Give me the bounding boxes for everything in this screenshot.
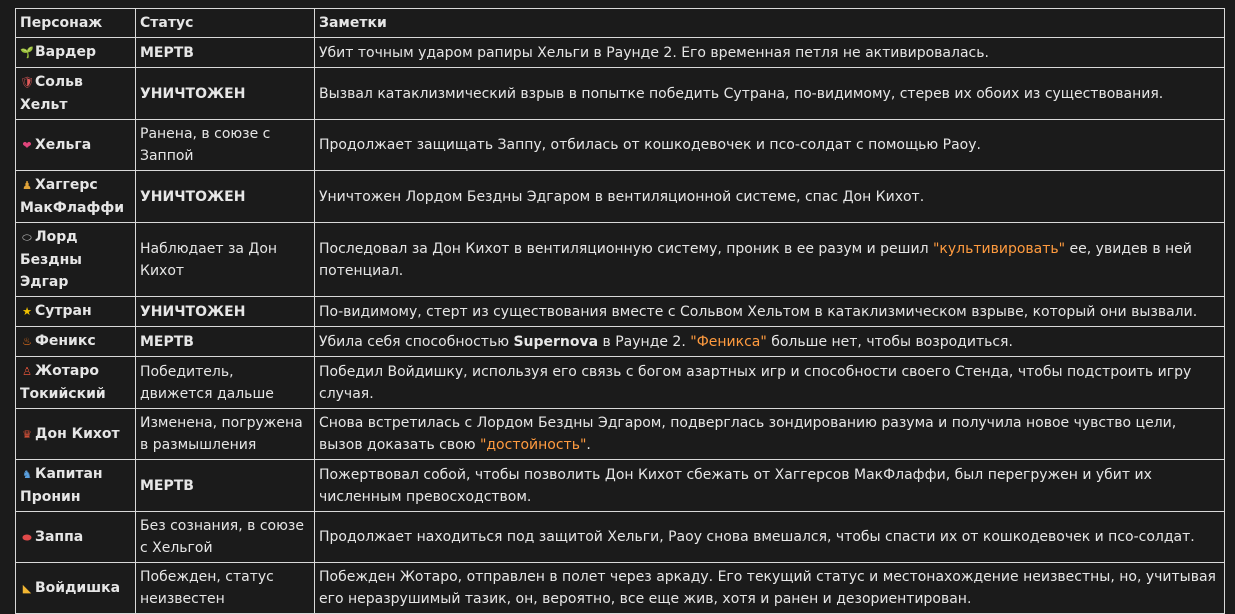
character-emoji-icon: ❤ — [22, 138, 32, 152]
notes-text: Вызвал катаклизмический взрыв в попытке победить Сутрана, по-видимому, стерев их обоих из существования. — [319, 85, 1164, 102]
notes-text: Продолжает находиться под защитой Хельги, Раоу снова вмешался, чтобы спасти их от кошкодевочек и псо-солдат. — [319, 529, 1195, 545]
table-row — [16, 223, 1225, 297]
table-row — [16, 38, 1225, 68]
character-emoji-icon: ♙ — [22, 365, 32, 378]
character-emoji-icon: ♛ — [22, 427, 32, 441]
character-name: Дон Кихот — [35, 425, 120, 442]
status-cell: Ранена, в союзе с Заппой — [136, 120, 315, 171]
character-cell — [16, 68, 136, 120]
table-row — [16, 171, 1225, 223]
notes-text: Снова встретилась с Лордом Бездны Эдгаром, подверглась зондированию разума и получила новое чувство цели, вызов доказать свою — [319, 415, 1177, 453]
status-cell: УНИЧТОЖЕН — [136, 297, 315, 327]
header-status: Статус — [136, 9, 315, 38]
notes-text: Победил Войдишку, используя его связь с богом азартных игр и способности своего Стенда, чтобы подстроить игру случая. — [319, 363, 1192, 402]
character-emoji-icon: ♟ — [22, 179, 32, 192]
status-cell: УНИЧТОЖЕН — [136, 68, 315, 120]
table-row — [16, 327, 1225, 357]
highlighted-term: "Феникса" — [690, 333, 767, 350]
character-emoji-icon: ◣ — [22, 581, 32, 595]
table-row — [16, 409, 1225, 460]
notes-cell — [315, 297, 1225, 327]
table-body — [16, 38, 1225, 614]
character-emoji-icon: 🌱 — [20, 46, 34, 59]
character-emoji-icon: ⬬ — [22, 530, 32, 544]
highlighted-term: "культивировать" — [932, 240, 1066, 257]
notes-text: Побежден Жотаро, отправлен в полет через аркаду. Его текущий статус и местонахождение неизвестны, но, учитывая его неразрушимый тазик, он, вероятно, все еще жив, хотя и ранен и дезориентирован. — [319, 569, 1216, 607]
notes-text: Уничтожен Лордом Бездны Эдгаром в вентиляционной системе, спас Дон Кихот. — [319, 188, 925, 205]
notes-text: Продолжает защищать Заппу, отбилась от кошкодевочек и псо-солдат с помощью Раоу. — [319, 137, 981, 153]
status-cell: Изменена, погружена в размышления — [136, 409, 315, 460]
character-cell — [16, 223, 136, 297]
character-emoji-icon: ♨ — [22, 335, 32, 348]
character-name: Жотаро Токийский — [20, 363, 106, 402]
character-name: Капитан Пронин — [20, 466, 103, 505]
notes-text: Последовал за Дон Кихот в вентиляционную систему, проник в ее разум и решил — [319, 240, 933, 257]
character-cell — [16, 563, 136, 614]
notes-cell — [315, 38, 1225, 68]
character-cell — [16, 38, 136, 68]
header-notes: Заметки — [315, 9, 1225, 38]
notes-cell — [315, 120, 1225, 171]
bold-term: Supernova — [513, 333, 599, 350]
character-name: Феникс — [35, 333, 96, 349]
status-cell: МЕРТВ — [136, 460, 315, 512]
table-row — [16, 563, 1225, 614]
table-row — [16, 460, 1225, 512]
notes-cell — [315, 171, 1225, 223]
character-cell — [16, 327, 136, 357]
notes-cell — [315, 460, 1225, 512]
notes-cell — [315, 563, 1225, 614]
character-cell — [16, 460, 136, 512]
notes-cell — [315, 409, 1225, 460]
status-cell: УНИЧТОЖЕН — [136, 171, 315, 223]
notes-text: больше нет, чтобы возродиться. — [766, 333, 1013, 350]
character-emoji-icon: ⬭ — [22, 231, 32, 244]
notes-cell — [315, 68, 1225, 120]
notes-cell — [315, 327, 1225, 357]
character-name: Войдишка — [35, 579, 121, 596]
table-row — [16, 120, 1225, 171]
notes-text: ее, увидев в ней потенциал. — [319, 240, 1192, 279]
notes-text: в Раунде 2. — [598, 333, 691, 350]
character-emoji-icon: ♞ — [22, 468, 32, 481]
character-name: Сутран — [35, 303, 92, 319]
status-cell: Победитель, движется дальше — [136, 357, 315, 409]
character-cell — [16, 357, 136, 409]
notes-cell — [315, 223, 1225, 297]
character-emoji-icon: ★ — [22, 305, 32, 318]
status-cell: МЕРТВ — [136, 327, 315, 357]
notes-text: Убила себя способностью — [319, 333, 514, 350]
status-cell: Наблюдает за Дон Кихот — [136, 223, 315, 297]
character-name: Лорд Бездны Эдгар — [20, 229, 82, 290]
character-name: Хельга — [35, 136, 92, 153]
status-cell: Без сознания, в союзе с Хельгой — [136, 512, 315, 563]
notes-cell — [315, 512, 1225, 563]
header-row — [16, 9, 1225, 38]
character-cell — [16, 120, 136, 171]
character-cell — [16, 297, 136, 327]
character-cell — [16, 512, 136, 563]
character-cell — [16, 409, 136, 460]
notes-text: Убит точным ударом рапиры Хельги в Раунде 2. Его временная петля не активировалась. — [319, 44, 989, 61]
header-character: Персонаж — [16, 9, 136, 38]
notes-text: По-видимому, стерт из существования вместе с Сольвом Хельтом в катаклизмическом взрыве, который они вызвали. — [319, 303, 1198, 320]
character-name: Вардер — [35, 44, 96, 60]
notes-cell — [315, 357, 1225, 409]
character-name: Заппа — [35, 528, 84, 545]
character-name: Сольв Хельт — [20, 74, 83, 113]
character-status-table-wrapper — [15, 8, 1224, 614]
table-row — [16, 357, 1225, 409]
character-name: Хаггерс МакФлаффи — [20, 177, 125, 216]
table-row — [16, 68, 1225, 120]
status-cell: Побежден, статус неизвестен — [136, 563, 315, 614]
highlighted-term: "достойность" — [479, 437, 587, 453]
character-emoji-icon: 🛡 — [20, 76, 34, 89]
table-row — [16, 297, 1225, 327]
notes-text: . — [586, 437, 591, 453]
status-cell: МЕРТВ — [136, 38, 315, 68]
table-row — [16, 512, 1225, 563]
character-cell — [16, 171, 136, 223]
character-status-table — [15, 8, 1225, 614]
notes-text: Пожертвовал собой, чтобы позволить Дон Кихот сбежать от Хаггерсов МакФлаффи, был перегружен и убит их численным превосходством. — [319, 466, 1152, 505]
